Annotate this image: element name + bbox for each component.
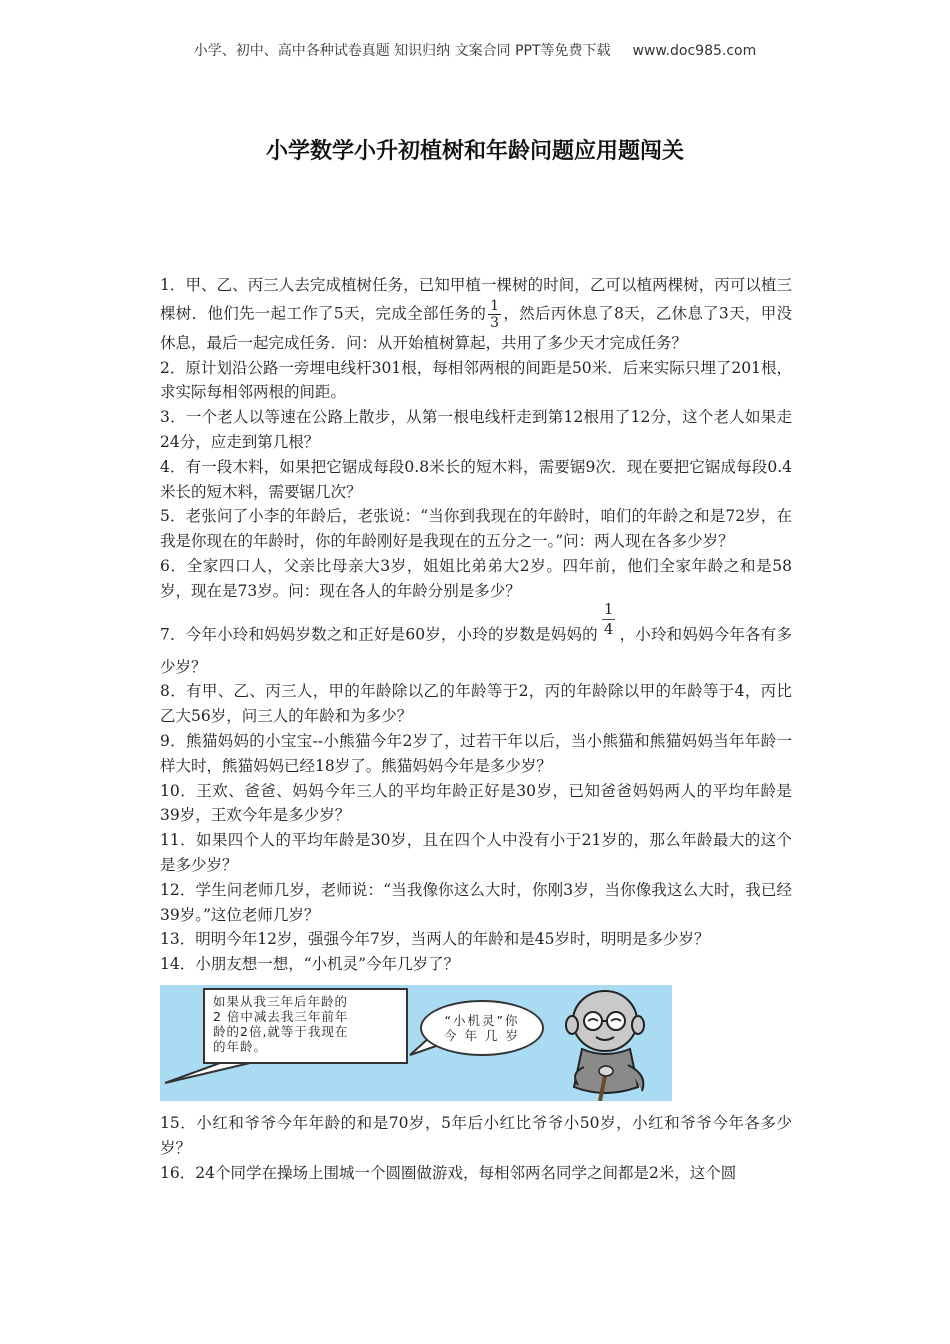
comic-illustration bbox=[160, 985, 672, 1101]
question-7 bbox=[160, 599, 792, 680]
bubble-line: 2 倍中减去我三年前年 bbox=[213, 1008, 349, 1024]
question-9: 9．熊猫妈妈的小宝宝--小熊猫今年2岁了，过若干年以后，当小熊猫和熊猫妈妈当年年龄一样大时，熊猫妈妈已经18岁了。熊猫妈妈今年是多少岁？ bbox=[160, 731, 792, 775]
question-11: 11．如果四个人的平均年龄是30岁，且在四个人中没有小于21岁的，那么年龄最大的这个是多少岁？ bbox=[160, 831, 792, 874]
question-1-part-b: ，然后丙休息了8天，乙休息了3天，甲没休息，最后一起完成任务．问：从开始植树算起，共用了多少天才完成任务？ bbox=[160, 304, 792, 352]
document-title: 小学数学小升初植树和年龄问题应用题闯关 bbox=[265, 139, 684, 164]
question-5: 5．老张问了小李的年龄后，老张说：“当你到我现在的年龄时，咱们的年龄之和是72岁，在我是你现在的年龄时，你的年龄刚好是我现在的五分之一。”问：两人现在各多少岁？ bbox=[160, 507, 792, 551]
question-14: 14．小朋友想一想，“小机灵”今年几岁了？ bbox=[160, 955, 460, 974]
question-12: 12．学生问老师几岁，老师说：“当我像你这么大时，你刚3岁，当你像我这么大时，我已经39岁。”这位老师几岁？ bbox=[160, 880, 792, 924]
speech-bubble-riddle bbox=[203, 988, 408, 1064]
fraction-one-quarter bbox=[602, 600, 616, 639]
question-7-part-b: ，小玲和妈妈今年各有多少岁？ bbox=[160, 625, 792, 676]
header-text: 小学、初中、高中各种试卷真题 知识归纳 文案合同 PPT等免费下载 bbox=[193, 43, 611, 59]
bubble-line: 的年龄。 bbox=[213, 1038, 268, 1054]
question-3: 3．一个老人以等速在公路上散步，从第一根电线杆走到第12根用了12分，这个老人如果走24分，应走到第几根？ bbox=[160, 408, 792, 451]
question-7-part-a: 7．今年小玲和妈妈岁数之和正好是60岁，小玲的岁数是妈妈的 bbox=[160, 625, 598, 644]
fraction-one-third bbox=[488, 298, 501, 331]
bubble-line: 今 年 几 岁 bbox=[444, 1027, 520, 1043]
fraction-denominator: 4 bbox=[603, 619, 614, 638]
question-2: 2．原计划沿公路一旁埋电线杆301根，每相邻两根的间距是50米．后来实际只埋了201根，求实际每相邻两根的间距。 bbox=[160, 358, 792, 402]
speech-bubble-question bbox=[420, 1000, 544, 1056]
fraction-numerator: 1 bbox=[490, 297, 500, 314]
question-6: 6．全家四口人，父亲比母亲大3岁，姐姐比弟弟大2岁。四年前，他们全家年龄之和是58岁，现在是73岁。问：现在各人的年龄分别是多少？ bbox=[160, 556, 792, 600]
fraction-numerator: 1 bbox=[603, 599, 614, 618]
page-header bbox=[0, 40, 950, 60]
question-13: 13．明明今年12岁，强强今年7岁，当两人的年龄和是45岁时，明明是多少岁？ bbox=[160, 930, 710, 949]
bubble-line: 如果从我三年后年龄的 bbox=[213, 993, 349, 1009]
question-list bbox=[160, 273, 792, 1185]
question-15: 15．小红和爷爷今年年龄的和是70岁，5年后小红比爷爷小50岁，小红和爷爷今年各多少岁？ bbox=[160, 1113, 792, 1157]
fraction-denominator: 3 bbox=[490, 314, 500, 331]
question-1 bbox=[160, 273, 792, 356]
question-4: 4．有一段木料，如果把它锯成每段0.8米长的短木料，需要锯9次．现在要把它锯成每段0.4米长的短木料，需要锯几次？ bbox=[160, 457, 792, 501]
old-man-icon bbox=[560, 987, 670, 1101]
question-8: 8．有甲、乙、丙三人，甲的年龄除以乙的年龄等于2，丙的年龄除以甲的年龄等于4，丙比乙大56岁，问三人的年龄和为多少？ bbox=[160, 682, 792, 726]
bubble-line: “小机灵”你 bbox=[444, 1012, 520, 1028]
question-1-part-a: 1．甲、乙、丙三人去完成植树任务，已知甲植一棵树的时间，乙可以植两棵树，丙可以植三棵树．他们先一起工作了5天，完成全部任务的 bbox=[160, 276, 792, 323]
bubble-line: 龄的2倍,就等于我现在 bbox=[213, 1023, 349, 1039]
header-site-link[interactable]: www.doc985.com bbox=[632, 43, 757, 59]
question-10: 10．王欢、爸爸、妈妈今年三人的平均年龄正好是30岁，已知爸爸妈妈两人的平均年龄是39岁，王欢今年是多少岁？ bbox=[160, 781, 792, 825]
question-16: 16．24个同学在操场上围城一个圆圈做游戏，每相邻两名同学之间都是2米，这个圆 bbox=[160, 1163, 737, 1182]
